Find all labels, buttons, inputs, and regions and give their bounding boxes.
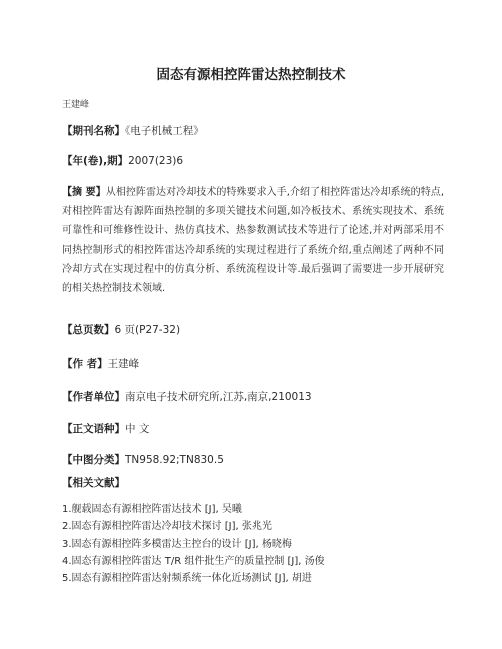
- language-field: [62, 421, 149, 436]
- related-item: 4.固态有源相控阵雷达 T/R 组件批生产的质量控制 [J], 汤俊: [62, 555, 325, 567]
- document-title: 固态有源相控阵雷达热控制技术: [156, 67, 346, 83]
- journal-value: 《电子机械工程》: [125, 125, 204, 137]
- language-label: 【正文语种】: [62, 423, 125, 435]
- classification-label: 【中图分类】: [62, 454, 125, 466]
- pages-label: 【总页数】: [62, 324, 115, 336]
- authors-field: [62, 356, 139, 371]
- related-item: 3.固态有源相控阵多模雷达主控台的设计 [J], 杨晓梅: [62, 538, 292, 550]
- language-value: 中 文: [125, 423, 150, 435]
- year-issue-label: 【年(卷),期】: [62, 155, 129, 167]
- related-list: [62, 501, 462, 587]
- journal-label: 【期刊名称】: [62, 125, 125, 137]
- author-name: 王建峰: [62, 100, 90, 110]
- journal-field: [62, 123, 204, 138]
- affiliation-label: 【作者单位】: [62, 391, 125, 403]
- related-item: 5.固态有源相控阵雷达射频系统一体化近场测试 [J], 胡进: [62, 573, 312, 585]
- year-issue-value: 2007(23)6: [128, 155, 184, 167]
- affiliation-field: [62, 389, 312, 404]
- affiliation-value: 南京电子技术研究所,江苏,南京,210013: [125, 391, 312, 403]
- related-item: 1.舰载固态有源相控阵雷达技术 [J], 吴曦: [62, 504, 242, 515]
- classification-field: [62, 452, 224, 467]
- abstract-paragraph: [62, 183, 444, 298]
- classification-value: TN958.92;TN830.5: [125, 454, 224, 466]
- year-issue-field: [62, 153, 183, 168]
- related-label: 【相关文献】: [62, 477, 125, 489]
- related-heading: [62, 475, 125, 490]
- pages-value: 6 页(P27-32): [114, 324, 181, 336]
- pages-field: [62, 322, 180, 337]
- abstract-label: 【摘 要】: [62, 187, 106, 198]
- authors-label: 【作 者】: [62, 358, 108, 370]
- abstract-text: 从相控阵雷达对冷却技术的特殊要求入手,介绍了相控阵雷达冷却系统的特点,对相控阵雷达有源阵面热控制的多项关键技术问题,如冷板技术、系统实现技术、系统可靠性和可维修性设计、热仿真技术、热参数测试技术等进行了论述,并对两部采用不同热控制形式的相控阵雷达冷却系统的实现过程进行了系统介绍,重点阐述了两种不同冷却方式在实现过程中的仿真分析、系统流程设计等.最后强调了需要进一步开展研究的相关热控制技术领域.: [62, 187, 445, 295]
- related-item: 2.固态有源相控阵雷达冷却技术探讨 [J], 张兆光: [62, 521, 272, 533]
- authors-value: 王建峰: [107, 358, 140, 370]
